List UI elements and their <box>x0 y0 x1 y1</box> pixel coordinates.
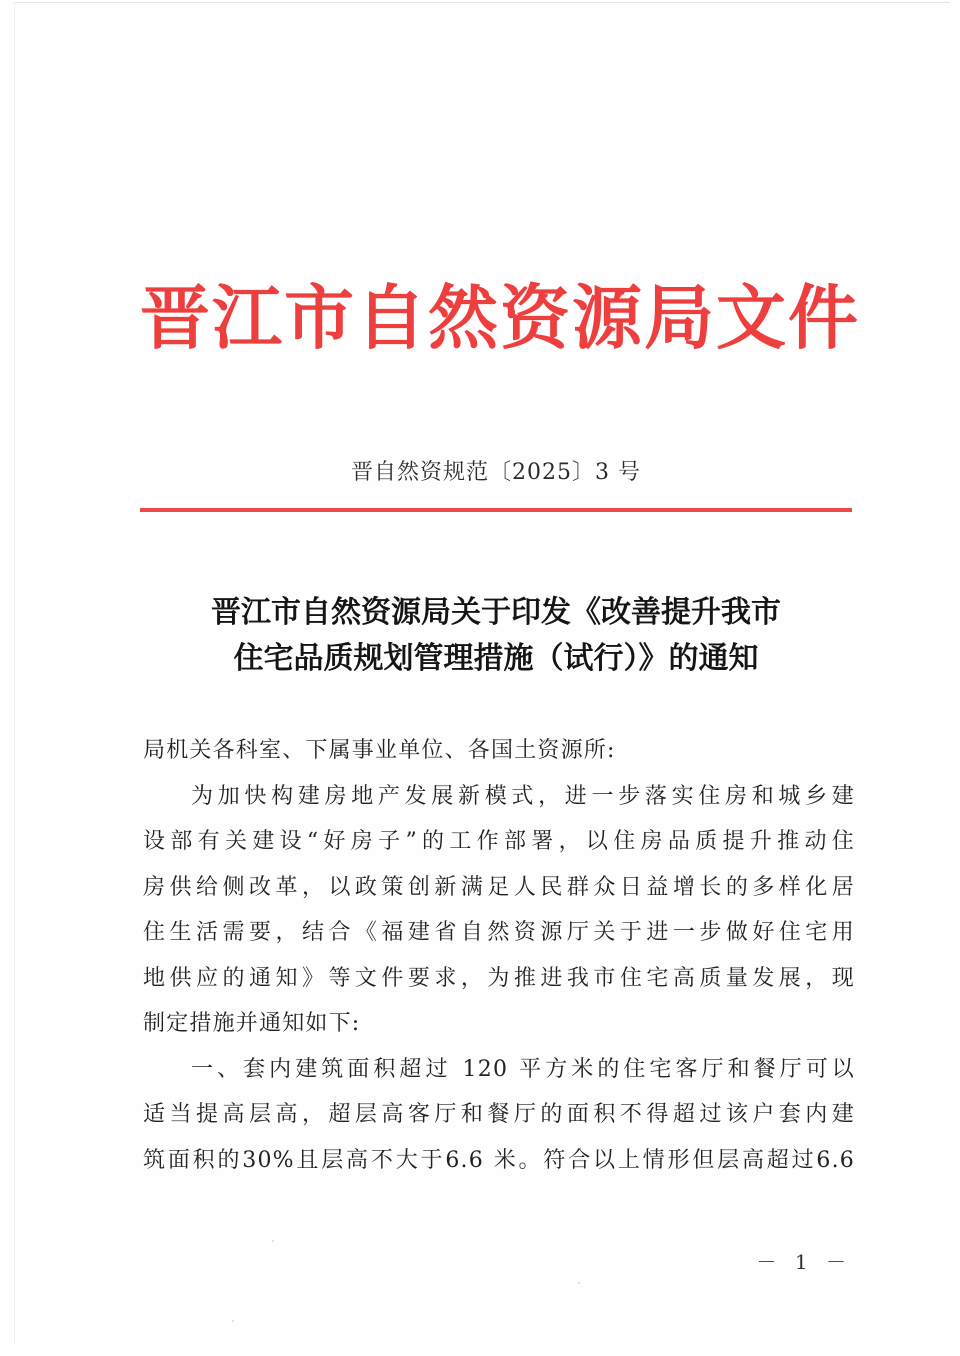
title-line-1: 晋江市自然资源局关于印发《改善提升我市 <box>211 595 781 630</box>
title-line-2: 住宅品质规划管理措施（试行）》的通知 <box>233 641 759 676</box>
paragraph-1-line: 为加快构建房地产发展新模式，进一步落实住房和城乡建 <box>191 783 855 809</box>
addressee-line: 局机关各科室、下属事业单位、各国土资源所: <box>143 738 616 763</box>
paragraph-2-line: 筑面积的30%且层高不大于6.6 米。符合以上情形但层高超过6.6 <box>143 1147 855 1173</box>
page-edge-left <box>14 2 15 1344</box>
paragraph-1-line: 制定措施并通知如下: <box>143 1011 361 1036</box>
paragraph-2-line: 适当提高层高，超层高客厅和餐厅的面积不得超过该户套内建 <box>143 1102 855 1127</box>
paragraph-1-line: 设部有关建设“好房子”的工作部署，以住房品质提升推动住 <box>143 829 855 854</box>
scan-speck <box>232 1320 234 1322</box>
document-body <box>143 728 855 1183</box>
paragraph-1-line: 房供给侧改革，以政策创新满足人民群众日益增长的多样化居 <box>143 874 855 900</box>
page-number: － 1 － <box>756 1250 852 1274</box>
paragraph-1-line: 住生活需要，结合《福建省自然资源厅关于进一步做好住宅用 <box>143 920 855 945</box>
scan-speck <box>578 1282 580 1284</box>
document-title <box>140 590 852 682</box>
document-number: 晋自然资规范〔2025〕3 号 <box>351 460 641 485</box>
red-divider-rule <box>140 508 852 512</box>
paragraph-1-line: 地供应的通知》等文件要求，为推进我市住宅高质量发展，现 <box>143 965 855 991</box>
masthead-title: 晋江市自然资源局文件 <box>140 276 860 359</box>
scan-speck <box>272 1240 274 1242</box>
page-edge-top <box>14 2 950 3</box>
paragraph-2-line: 一、套内建筑面积超过 120 平方米的住宅客厅和餐厅可以 <box>191 1056 855 1082</box>
